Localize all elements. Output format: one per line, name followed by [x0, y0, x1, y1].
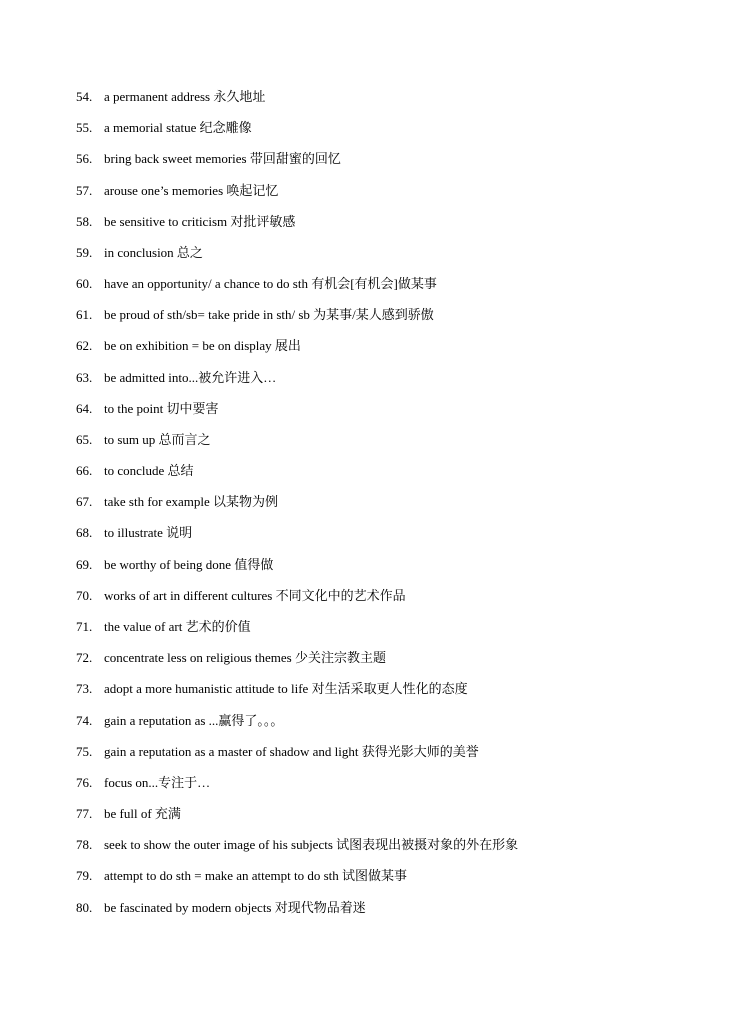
item-number: 58. [76, 213, 93, 229]
list-item [76, 798, 716, 829]
item-number: 76. [76, 774, 93, 790]
item-number: 69. [76, 556, 93, 572]
item-text: bring back sweet memories 带回甜蜜的回忆 [104, 151, 341, 167]
list-item [76, 891, 716, 922]
item-text: gain a reputation as ...赢得了。。。 [104, 712, 284, 728]
item-number: 66. [76, 463, 93, 479]
item-text: to sum up 总而言之 [104, 431, 211, 447]
item-text: in conclusion 总之 [104, 244, 203, 260]
item-number: 54. [76, 89, 93, 105]
item-number: 59. [76, 244, 93, 260]
item-number: 72. [76, 650, 93, 666]
list-item [76, 206, 716, 237]
list-item [76, 673, 716, 704]
item-number: 64. [76, 400, 93, 416]
list-item [76, 580, 716, 611]
item-number: 65. [76, 431, 93, 447]
item-number: 75. [76, 743, 93, 759]
item-number: 77. [76, 806, 93, 822]
list-item [76, 767, 716, 798]
item-text: gain a reputation as a master of shadow and light 获得光影大师的美誉 [104, 743, 479, 759]
item-text: the value of art 艺术的价值 [104, 619, 251, 634]
list-item [76, 424, 716, 455]
list-item [76, 143, 716, 174]
item-text: be full of 充满 [104, 806, 181, 822]
list-item [76, 237, 716, 268]
item-text: concentrate less on religious themes 少关注宗教主题 [104, 650, 386, 666]
list-item [76, 549, 716, 580]
item-number: 67. [76, 494, 93, 510]
list-item [76, 486, 716, 517]
list-item [76, 175, 716, 206]
list-item [76, 517, 716, 548]
item-text: focus on...专注于… [104, 774, 211, 790]
list-item [76, 455, 716, 486]
list-item [76, 736, 716, 767]
list-item [76, 393, 716, 424]
list-item [76, 268, 716, 299]
item-text: to conclude 总结 [104, 463, 194, 479]
vocabulary-list [76, 81, 716, 923]
item-text: be fascinated by modern objects 对现代物品着迷 [104, 899, 366, 915]
item-text: to illustrate 说明 [104, 525, 193, 541]
list-item [76, 829, 716, 860]
item-number: 60. [76, 276, 93, 292]
item-number: 79. [76, 868, 93, 884]
item-text: to the point 切中要害 [104, 400, 219, 416]
item-text: a memorial statue 纪念雕像 [104, 120, 252, 136]
item-number: 78. [76, 837, 93, 853]
item-number: 61. [76, 307, 93, 323]
item-text: arouse one’s memories 唤起记忆 [104, 182, 279, 198]
item-text: seek to show the outer image of his subjects 试图表现出被摄对象的外在形象 [104, 837, 519, 853]
list-item [76, 611, 716, 642]
list-item [76, 642, 716, 673]
item-text: attempt to do sth = make an attempt to do sth 试图做某事 [104, 868, 408, 884]
list-item [76, 81, 716, 112]
item-text: take sth for example 以某物为例 [104, 494, 279, 510]
list-item [76, 112, 716, 143]
item-number: 73. [76, 681, 93, 697]
item-text: be on exhibition = be on display 展出 [104, 338, 301, 354]
item-text: be proud of sth/sb= take pride in sth/ sb 为某事/某人感到骄傲 [104, 307, 434, 323]
item-number: 68. [76, 525, 93, 541]
item-text: be admitted into...被允许进入… [104, 369, 277, 385]
item-number: 62. [76, 338, 93, 354]
item-number: 70. [76, 587, 93, 603]
item-number: 56. [76, 151, 93, 167]
list-item [76, 299, 716, 330]
item-number: 57. [76, 182, 93, 198]
item-text: adopt a more humanistic attitude to life 对生活采取更人性化的态度 [104, 681, 468, 697]
item-number: 63. [76, 369, 93, 385]
list-item [76, 860, 716, 891]
item-text: have an opportunity/ a chance to do sth 有机会[有机会]做某事 [104, 276, 437, 292]
item-number: 71. [76, 619, 93, 634]
item-number: 80. [76, 899, 93, 915]
list-item [76, 362, 716, 393]
item-number: 55. [76, 120, 93, 136]
item-text: works of art in different cultures 不同文化中的艺术作品 [104, 587, 406, 603]
item-text: be worthy of being done 值得做 [104, 556, 274, 572]
list-item [76, 704, 716, 735]
item-text: a permanent address 永久地址 [104, 89, 266, 105]
item-number: 74. [76, 712, 93, 728]
item-text: be sensitive to criticism 对批评敏感 [104, 213, 296, 229]
list-item [76, 330, 716, 361]
